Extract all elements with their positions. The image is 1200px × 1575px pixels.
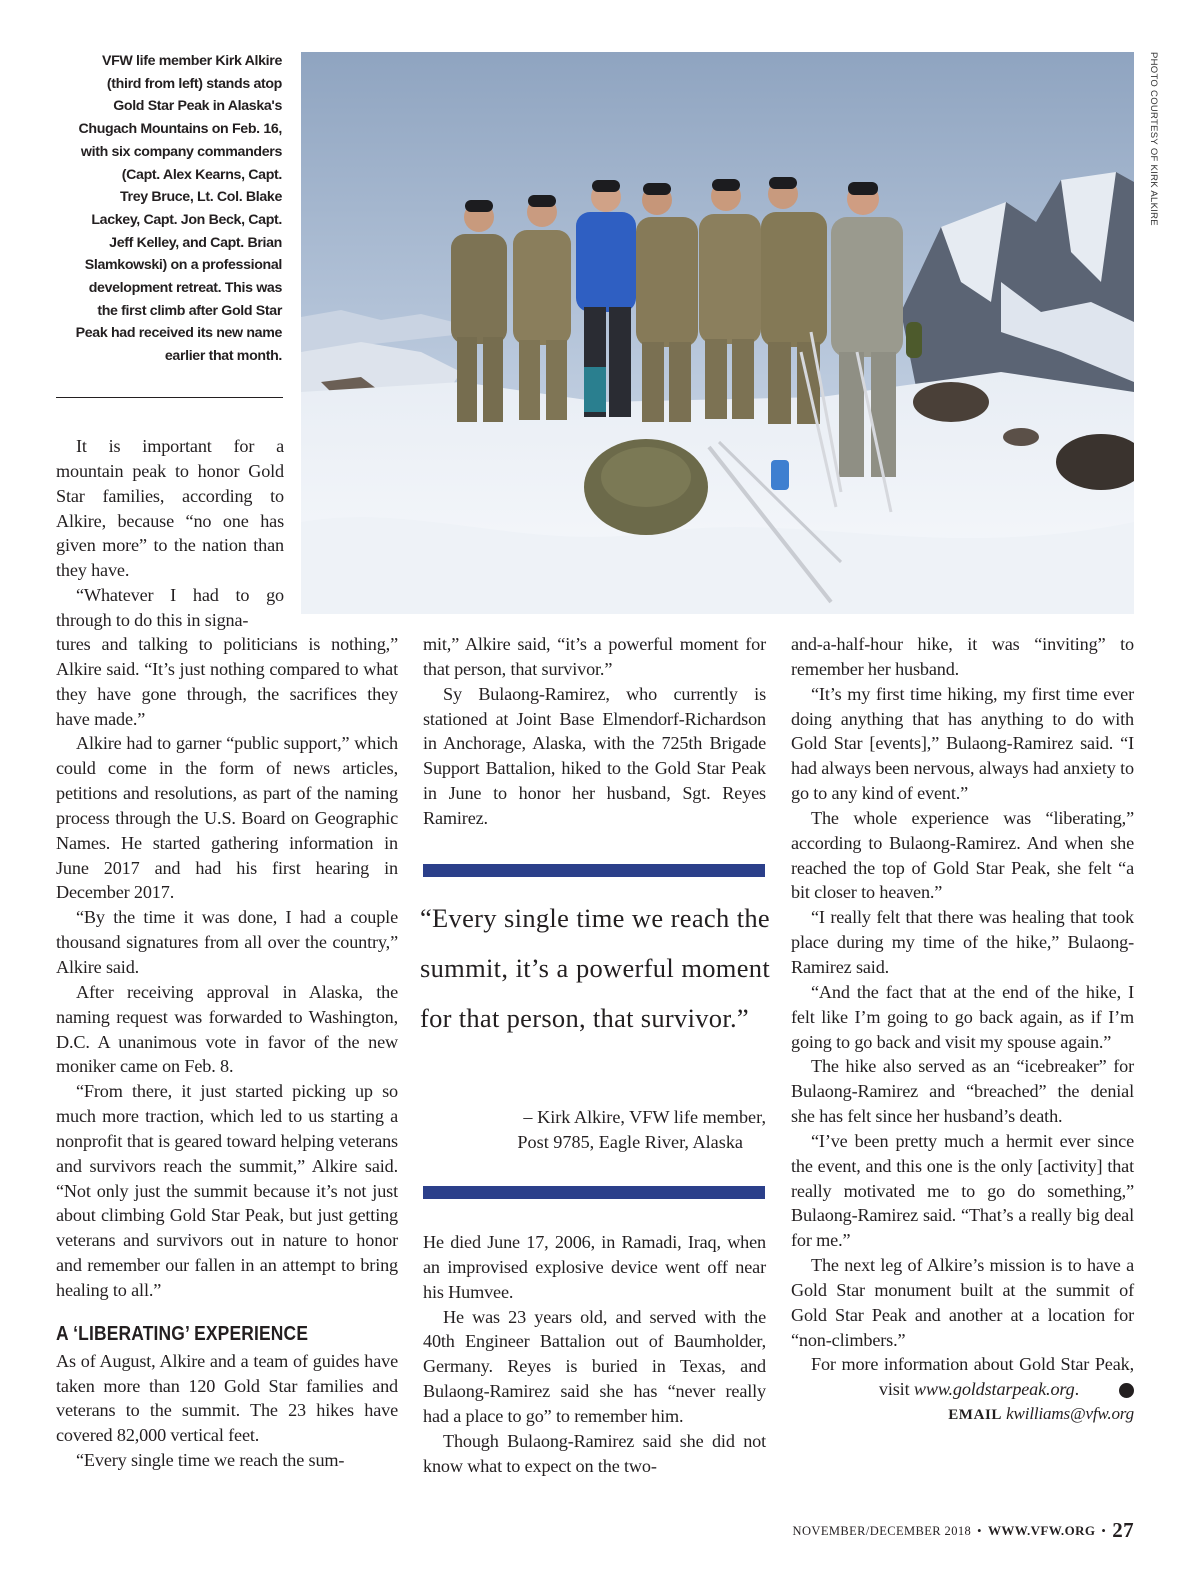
body-paragraph: The hike also served as an “icebreaker” for Bulaong-Ramirez and “breached” the denial she has felt since her husband’s death. xyxy=(791,1056,1134,1127)
body-paragraph: Alkire had to garner “public support,” which could come in the form of news articles, petitions and resolutions, as part of the naming process through the U.S. Board on Geographic Names. He started gathering information in June 2017 and had his first hearing in December 2017. xyxy=(56,733,398,903)
body-paragraph: mit,” Alkire said, “it’s a powerful moment for that person, that survivor.” xyxy=(423,634,766,679)
caption-line: (Capt. Alex Kearns, Capt. xyxy=(121,166,282,183)
caption-line: the first climb after Gold Star xyxy=(97,302,282,319)
pull-quote: “Every single time we reach the summit, it’s a powerful moment for that person, that survivor.” xyxy=(420,903,770,1033)
body-paragraph-continued: tures and talking to politicians is nothing,” Alkire said. “It’s just nothing compared to what they have gone through, the sacrifices they have made.” xyxy=(56,634,398,729)
caption-line: Trey Bruce, Lt. Col. Blake xyxy=(120,189,282,206)
body-paragraph-closing xyxy=(791,1352,1148,1402)
attribution-line: Post 9785, Eagle River, Alaska xyxy=(517,1132,743,1152)
caption-line: Jeff Kelley, and Capt. Brian xyxy=(109,234,282,251)
article-column-2-bottom xyxy=(423,1230,766,1478)
footer-bullet: • xyxy=(1101,1524,1107,1538)
email-address[interactable]: kwilliams@vfw.org xyxy=(1006,1404,1134,1424)
caption-line: VFW life member Kirk Alkire xyxy=(101,53,282,69)
summit-group-photo xyxy=(301,52,1134,614)
article-column-3 xyxy=(791,632,1148,1428)
body-paragraph: Though Bulaong-Ramirez said she did not know what to expect on the two- xyxy=(423,1430,766,1476)
caption-line: Slamkowski) on a professional xyxy=(84,257,282,274)
attribution-line: – Kirk Alkire, VFW life member, xyxy=(523,1107,766,1127)
body-paragraph: The next leg of Alkire’s mission is to have a Gold Star monument built at the summit of Gold Star Peak and another at a location for “non-climbers.” xyxy=(791,1255,1134,1350)
body-paragraph: The whole experience was “liberating,” according to Bulaong-Ramirez. And when she reached the top of Gold Star Peak, she felt “a bit closer to heaven.” xyxy=(791,807,1134,903)
caption-line: development retreat. This was xyxy=(88,280,282,297)
body-paragraph: “I really felt that there was healing that took place during my time of the hike,” Bulaong-Ramirez said. xyxy=(791,907,1134,977)
caption-divider xyxy=(56,397,283,398)
body-paragraph: As of August, Alkire and a team of guides have taken more than 120 Gold Star families and veterans to the summit. The 23 hikes have covered 82,000 vertical feet. xyxy=(56,1350,398,1446)
author-email xyxy=(791,1402,1134,1428)
issue-date: NOVEMBER/DECEMBER 2018 xyxy=(792,1524,972,1538)
pull-quote-attribution xyxy=(423,1105,766,1155)
email-label: EMAIL xyxy=(948,1407,1003,1424)
caption-line: earlier that month. xyxy=(164,348,282,365)
article-column-1-top xyxy=(56,434,284,633)
body-paragraph: He died June 17, 2006, in Ramadi, Iraq, when an improvised explosive device went off near his Humvee. xyxy=(423,1232,766,1302)
pullquote-top-bar xyxy=(423,864,765,877)
closing-period: . xyxy=(1074,1379,1079,1400)
page-footer xyxy=(600,1518,1134,1543)
caption-line: (third from left) stands atop xyxy=(106,75,282,92)
end-mark-star-icon: ✪ xyxy=(1119,1383,1134,1398)
pullquote-bottom-bar xyxy=(423,1186,765,1199)
body-paragraph: “And the fact that at the end of the hike, I felt like I’m going to go back again, as if I’m going to go back and visit my spouse again.” xyxy=(791,981,1134,1052)
body-paragraph: “From there, it just started picking up so much more traction, which led to us starting a nonprofit that is geared toward helping veterans and survivors reach the summit,” Alkire said. “Not only just the summit because it’s not just about climbing Gold Star Peak, but just getting veterans and survivors out in nature to honor and remember our fallen in an attempt to bring healing to all.” xyxy=(56,1081,398,1300)
body-paragraph: He was 23 years old, and served with the 40th Engineer Battalion out of Baumholder, Germany. Reyes is buried in Texas, and Bulaong-Ramirez said she has “never really had a place to go” to remember him. xyxy=(423,1306,766,1426)
body-paragraph: After receiving approval in Alaska, the naming request was forwarded to Washington, D.C. A unanimous vote in favor of the new moniker came on Feb. 8. xyxy=(56,981,398,1077)
body-paragraph: “Every single time we reach the sum- xyxy=(76,1450,345,1471)
body-paragraph-start: “Whatever I had to go through to do this in signa- xyxy=(56,585,284,630)
photo-credit: PHOTO COURTESY OF KIRK ALKIRE xyxy=(1148,52,1159,226)
caption-line: Chugach Mountains on Feb. 16, xyxy=(78,121,282,138)
article-column-2-top xyxy=(423,632,766,831)
website-link[interactable]: www.goldstarpeak.org xyxy=(913,1379,1075,1400)
photo-caption xyxy=(56,50,282,368)
caption-line: Gold Star Peak in Alaska's xyxy=(113,98,282,115)
caption-line: Peak had received its new name xyxy=(75,325,282,342)
body-paragraph: “I’ve been pretty much a hermit ever since the event, and this one is the only [activity] that really motivated me to go do something,” Bulaong-Ramirez said. “That’s a really big deal for me.” xyxy=(791,1130,1134,1251)
article-column-1 xyxy=(56,632,398,1473)
body-paragraph: and-a-half-hour hike, it was “inviting” to remember her husband. xyxy=(791,634,1134,679)
body-paragraph: “It’s my first time hiking, my first time ever doing anything that has anything to do with Gold Star [events],” Bulaong-Ramirez said. “I had always been nervous, always had anxiety to go to any kind of event.” xyxy=(791,683,1134,804)
footer-bullet: • xyxy=(977,1524,982,1538)
body-paragraph: Sy Bulaong-Ramirez, who currently is stationed at Joint Base Elmendorf-Richardson in Anchorage, Alaska, with the 725th Brigade Support Battalion, hiked to the Gold Star Peak in June to honor her husband, Sgt. Reyes Ramirez. xyxy=(423,683,766,828)
body-paragraph: It is important for a mountain peak to honor Gold Star families, according to Alkire, because “no one has given more” to the nation than they have. xyxy=(56,436,284,581)
closing-text: For more information about Gold Star Peak, visit xyxy=(811,1354,1134,1400)
body-paragraph: “By the time it was done, I had a couple thousand signatures from all over the country,” Alkire said. xyxy=(56,907,398,977)
caption-line: Lackey, Capt. Jon Beck, Capt. xyxy=(91,211,282,228)
footer-website[interactable]: WWW.VFW.ORG xyxy=(987,1523,1096,1538)
section-subhead: A ‘LIBERATING’ EXPERIENCE xyxy=(56,1321,309,1345)
caption-line: with six company commanders xyxy=(80,143,282,160)
page-number: 27 xyxy=(1112,1518,1134,1542)
